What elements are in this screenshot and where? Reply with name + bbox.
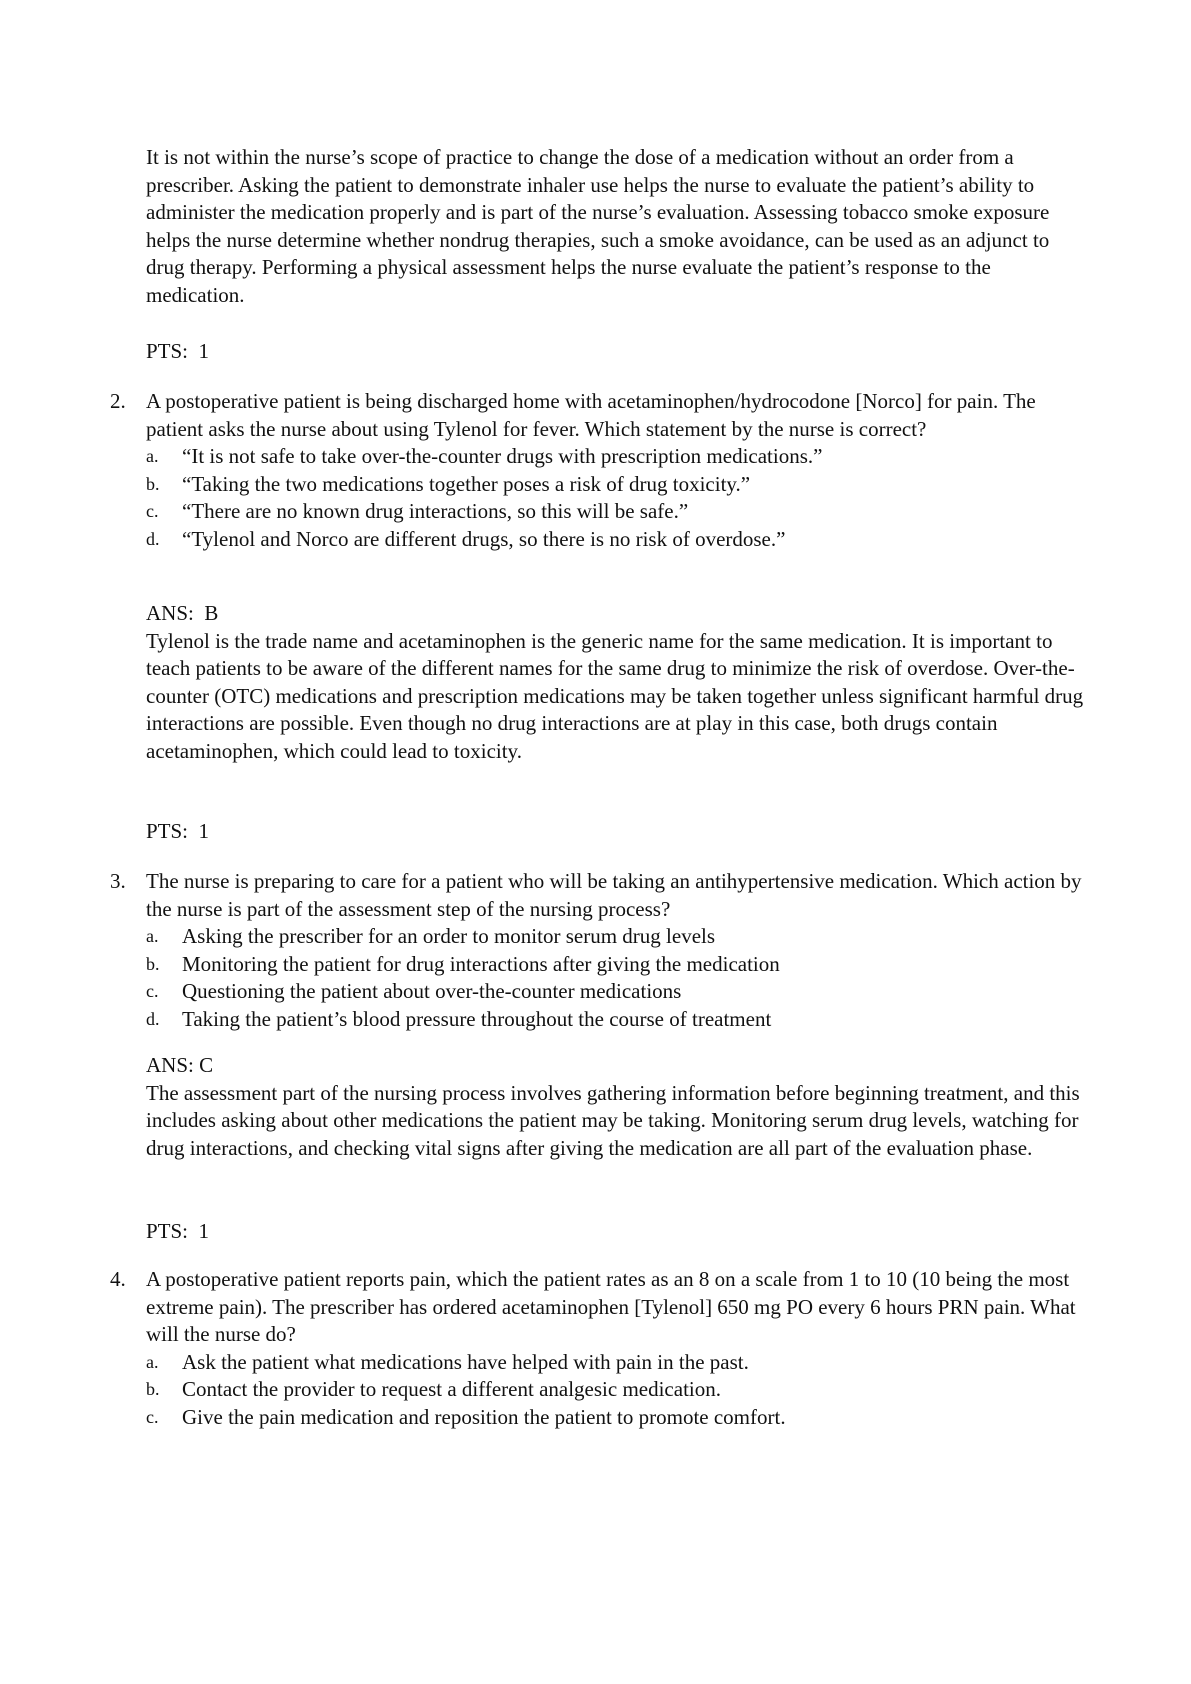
question-stem: A postoperative patient reports pain, which the patient rates as an 8 on a scale from 1 to 10 (10 being the most extreme pain). The prescriber has ordered acetaminophen [Tylenol] 650 mg PO every 6 hours PRN pain. What will the nurse do? [146, 1267, 1076, 1346]
option-text: Ask the patient what medications have helped with pain in the past. [182, 1349, 749, 1374]
answer-options [146, 443, 1090, 553]
answer-rationale: Tylenol is the trade name and acetaminophen is the generic name for the same medication. It is important to teach patients to be aware of the different names for the same drug to minimize the risk of overdose. Over-the-counter (OTC) medications and prescription medications may be taken together unless significant harmful drug interactions are possible. Even though no drug interactions are at play in this case, both drugs contain acetaminophen, which could lead to toxicity. [146, 628, 1084, 763]
option-letter: c. [146, 981, 159, 1001]
option-d [146, 1006, 1090, 1034]
option-letter: a. [146, 926, 159, 946]
option-letter: c. [146, 501, 159, 521]
question-stem: The nurse is preparing to care for a patient who will be taking an antihypertensive medication. Which action by the nurse is part of the assessment step of the nursing process? [146, 869, 1082, 921]
question-2 [110, 388, 1090, 553]
option-d [146, 526, 1090, 554]
answer-key: ANS: C [146, 1053, 214, 1077]
option-text: “There are no known drug interactions, so this will be safe.” [182, 499, 689, 523]
answer-key: ANS: B [146, 601, 219, 625]
option-text: Give the pain medication and reposition the patient to promote comfort. [182, 1404, 786, 1429]
intro-rationale: It is not within the nurse’s scope of practice to change the dose of a medication without an order from a prescriber. Asking the patient to demonstrate inhaler use helps the nurse to evaluate the patient’s ability to administer the medication properly and is part of the nurse’s evaluation. Assessing tobacco smoke exposure helps the nurse determine whether nondrug therapies, such a smoke avoidance, can be used as an adjunct to drug therapy. Performing a physical assessment helps the nurse evaluate the patient’s response to the medication. [146, 145, 1050, 307]
option-c [146, 978, 1090, 1006]
answer-options [146, 923, 1090, 1033]
option-letter: a. [146, 1351, 159, 1372]
answer-rationale: The assessment part of the nursing process involves gathering information before beginning treatment, and this includes asking about other medications the patient may be taking. Monitoring serum drug levels, watching for drug interactions, and checking vital signs after giving the medication are all part of the evaluation phase. [146, 1080, 1080, 1160]
option-c [146, 498, 1090, 526]
question-number: 4. [110, 1267, 126, 1291]
option-b [146, 951, 1090, 979]
question-stem: A postoperative patient is being discharged home with acetaminophen/hydrocodone [Norco] for pain. The patient asks the nurse about using Tylenol for fever. Which statement by the nurse is correct? [146, 389, 1036, 441]
option-c [146, 1404, 1090, 1432]
option-text: Asking the prescriber for an order to monitor serum drug levels [182, 924, 716, 948]
answer-options [146, 1349, 1090, 1432]
option-a [146, 443, 1090, 471]
option-letter: d. [146, 1008, 160, 1029]
option-letter: b. [146, 1379, 160, 1399]
answer-block-3 [146, 1052, 1086, 1162]
option-b [146, 1376, 1090, 1404]
option-text: Contact the provider to request a different analgesic medication. [182, 1377, 721, 1401]
option-text: Taking the patient’s blood pressure throughout the course of treatment [182, 1006, 772, 1031]
question-number: 2. [110, 389, 126, 413]
option-text: “Tylenol and Norco are different drugs, so there is no risk of overdose.” [182, 526, 786, 551]
intro-pts: PTS: 1 [146, 339, 210, 363]
question-3 [110, 868, 1090, 1033]
intro-rationale-block [146, 144, 1086, 309]
question-2-pts: PTS: 1 [146, 819, 210, 843]
option-text: Questioning the patient about over-the-counter medications [182, 979, 682, 1003]
option-letter: a. [146, 446, 159, 466]
option-text: “It is not safe to take over-the-counter drugs with prescription medications.” [182, 444, 823, 468]
option-a [146, 1349, 1090, 1377]
answer-block-2 [146, 600, 1086, 765]
question-3-pts: PTS: 1 [146, 1219, 210, 1243]
option-letter: b. [146, 953, 160, 974]
option-text: “Taking the two medications together poses a risk of drug toxicity.” [182, 471, 751, 496]
option-letter: c. [146, 1406, 159, 1427]
option-b [146, 471, 1090, 499]
option-letter: d. [146, 528, 160, 549]
question-4 [110, 1266, 1090, 1431]
option-a [146, 923, 1090, 951]
question-number: 3. [110, 869, 126, 893]
option-letter: b. [146, 473, 160, 494]
option-text: Monitoring the patient for drug interactions after giving the medication [182, 951, 780, 976]
